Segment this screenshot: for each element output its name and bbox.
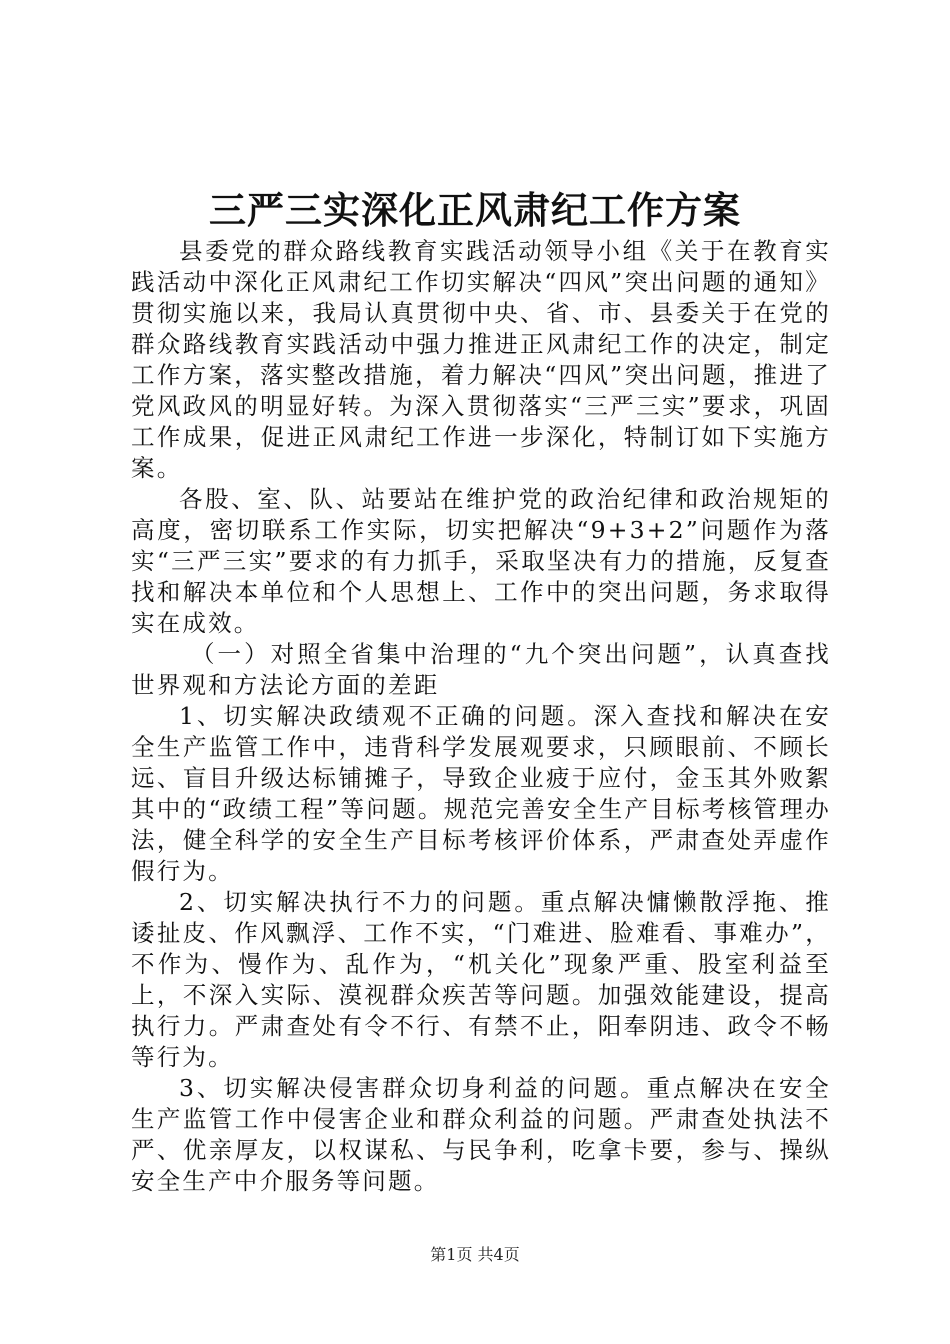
document-body xyxy=(131,236,831,1197)
paragraph-requirements: 各股、室、队、站要站在维护党的政治纪律和政治规矩的高度，密切联系工作实际，切实把解决“9+3+2”问题作为落实“三严三实”要求的有力抓手，采取坚决有力的措施，反复查找和解决本单位和个人思想上、工作中的突出问题，务求取得实在成效。 xyxy=(131,485,831,637)
document-title: 三严三实深化正风肃纪工作方案 xyxy=(209,188,741,232)
paragraph-intro: 县委党的群众路线教育实践活动领导小组《关于在教育实践活动中深化正风肃纪工作切实解决“四风”突出问题的通知》贯彻实施以来，我局认真贯彻中央、省、市、县委关于在党的群众路线教育实践活动中强力推进正风肃纪工作的决定，制定工作方案，落实整改措施，着力解决“四风”突出问题，推进了党风政风的明显好转。为深入贯彻落实“三严三实”要求，巩固工作成果，促进正风肃纪工作进一步深化，特制订如下实施方案。 xyxy=(131,237,831,482)
paragraph-item-2: 2、切实解决执行不力的问题。重点解决慵懒散浮拖、推诿扯皮、作风飘浮、工作不实，“门难进、脸难看、事难办”，不作为、慢作为、乱作为，“机关化”现象严重、股室利益至上，不深入实际、漠视群众疾苦等问题。加强效能建设，提高执行力。严肃查处有令不行、有禁不止，阳奉阴违、政令不畅等行为。 xyxy=(131,888,831,1071)
paragraph-item-3: 3、切实解决侵害群众切身利益的问题。重点解决在安全生产监管工作中侵害企业和群众利益的问题。严肃查处执法不严、优亲厚友，以权谋私、与民争利，吃拿卡要，参与、操纵安全生产中介服务等问题。 xyxy=(131,1074,831,1195)
paragraph-item-1: 1、切实解决政绩观不正确的问题。深入查找和解决在安全生产监管工作中，违背科学发展观要求，只顾眼前、不顾长远、盲目升级达标铺摊子，导致企业疲于应付，金玉其外败絮其中的“政绩工程”等问题。规范完善安全生产目标考核管理办法，健全科学的安全生产目标考核评价体系，严肃查处弄虚作假行为。 xyxy=(131,702,831,885)
section-heading-1: （一）对照全省集中治理的“九个突出问题”，认真查找世界观和方法论方面的差距 xyxy=(131,640,831,699)
page-footer: 第1页 共4页 xyxy=(430,1245,520,1264)
